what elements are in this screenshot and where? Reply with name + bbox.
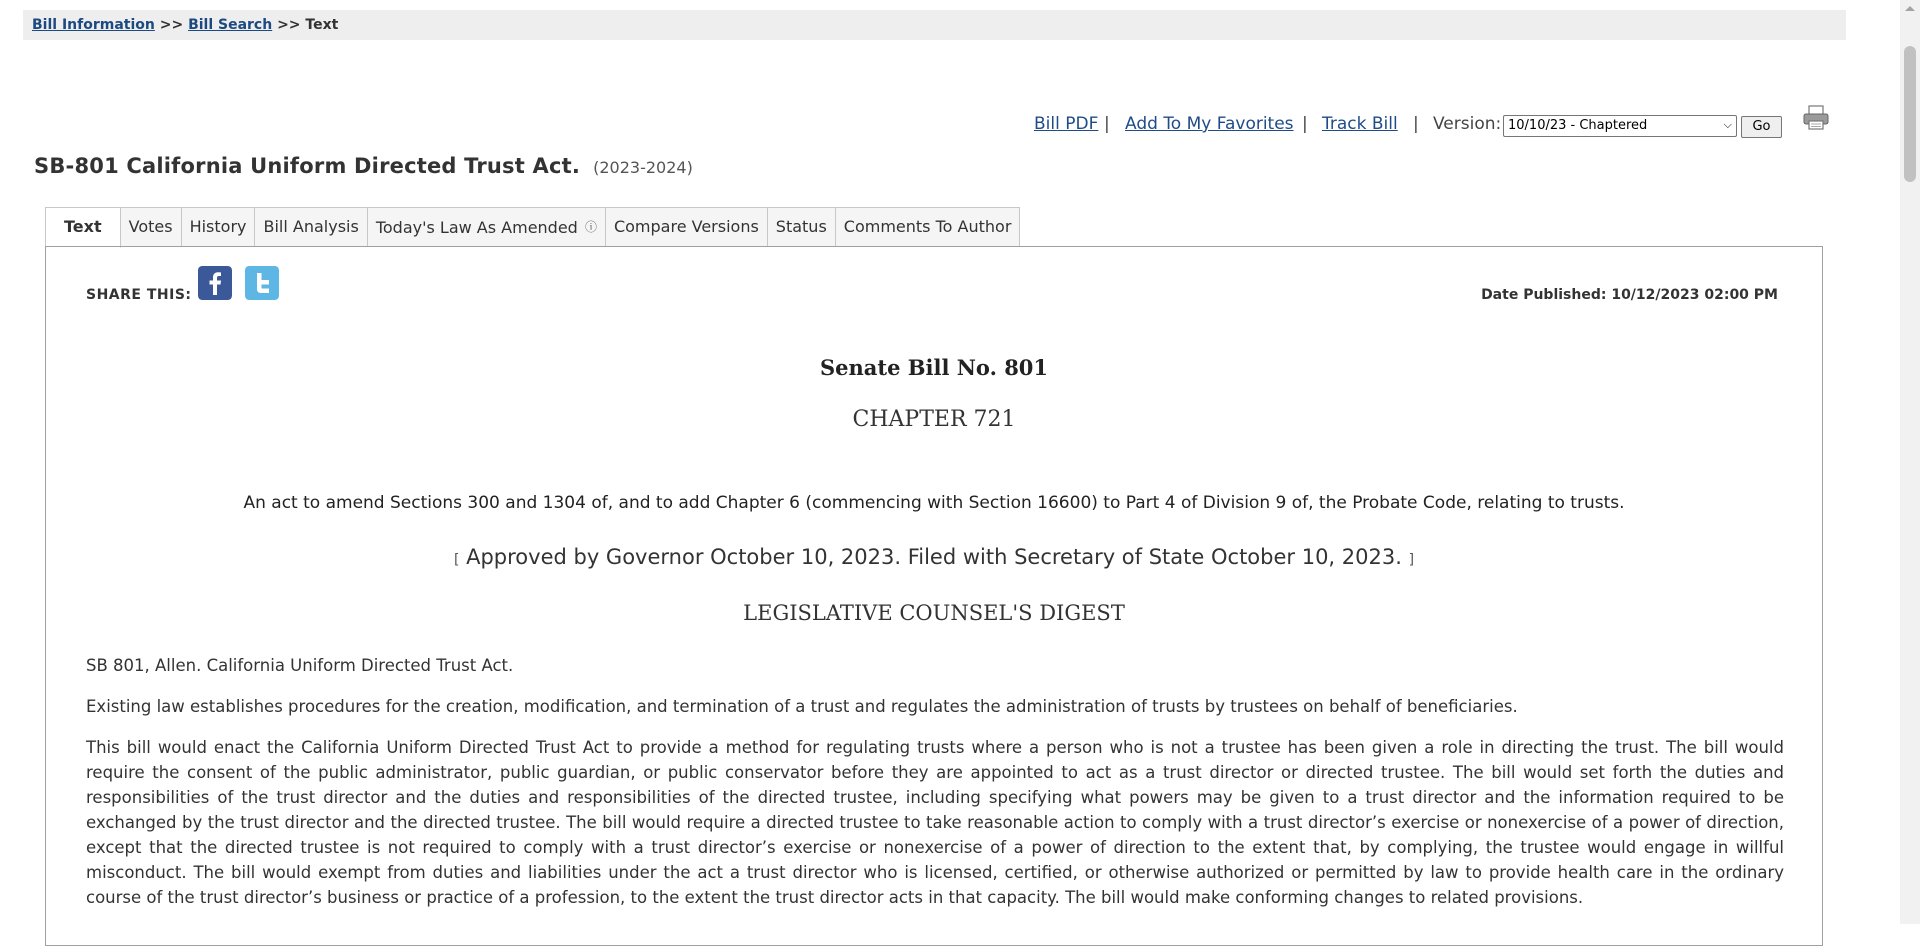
scrollbar-thumb[interactable] [1904, 46, 1916, 182]
bracket-close: ] [1408, 552, 1415, 568]
bill-pdf-link[interactable]: Bill PDF [1034, 114, 1099, 134]
twitter-icon[interactable] [245, 266, 279, 300]
separator: | [1413, 114, 1419, 134]
info-icon: ⓘ [584, 220, 597, 234]
breadcrumb-separator: >> [277, 17, 301, 33]
share-label: SHARE THIS: [86, 287, 192, 303]
separator: | [1104, 114, 1110, 134]
separator: | [1302, 114, 1308, 134]
breadcrumb-bill-search[interactable]: Bill Search [188, 17, 273, 33]
breadcrumb [23, 10, 1846, 40]
version-select[interactable] [1503, 115, 1737, 137]
bill-title: SB-801 California Uniform Directed Trust Act. [34, 154, 581, 178]
bill-text-panel [45, 246, 1823, 946]
tab-todays-law-as-amended[interactable] [368, 207, 606, 247]
date-published: Date Published: 10/12/2023 02:00 PM [1481, 287, 1778, 303]
digest-paragraph: This bill would enact the California Uniform Directed Trust Act to provide a method for regulating trusts where a person who is not a trustee has been given a role in directing the trust. The bill would require the consent of the public administrator, public guardian, or public conservator before they are appointed to act as a trust director or directed trustee. The bill would set forth the duties and responsibilities of the trust director and the duties and responsibilities of the directed trustee, including specifying what powers may be given to a trust director and the information required to be exchanged by the trust director and the directed trustee. The bill would require a directed trustee to take reasonable action to comply with a trust director’s exercise or nonexercise of a power of direction, except that the directed trustee is not required to comply with a trust director’s exercise or nonexercise of a power of direction to the extent that, by complying, the trustee would engage in willful misconduct. The bill would exempt from duties and liabilities under the act a trust director who is licensed, certified, or otherwise authorized or permitted by law to provide health care in the ordinary course of the trust director’s business or practice of a profession, to the extent the trust director acts in that capacity. The bill would make conforming changes to related provisions. [86, 738, 1784, 907]
go-button[interactable]: Go [1741, 116, 1782, 138]
approval-text: Approved by Governor October 10, 2023. Filed with Secretary of State October 10, 2023. [466, 545, 1402, 569]
digest-heading: LEGISLATIVE COUNSEL'S DIGEST [743, 601, 1125, 625]
approval-line [46, 545, 1822, 569]
session-years: (2023-2024) [593, 158, 693, 177]
bill-number-heading: Senate Bill No. 801 [819, 355, 1049, 380]
tab-bill-analysis[interactable]: Bill Analysis [255, 207, 367, 247]
digest-paragraph: SB 801, Allen. California Uniform Directed Trust Act. [86, 656, 514, 675]
breadcrumb-current: Text [305, 17, 339, 33]
bill-title-row [34, 154, 693, 178]
tab-history[interactable]: History [182, 207, 256, 247]
version-select-value: 10/10/23 - Chaptered [1508, 118, 1648, 133]
breadcrumb-bill-information[interactable]: Bill Information [32, 17, 155, 33]
tab-status[interactable]: Status [768, 207, 836, 247]
tab-label: Today's Law As Amended [375, 218, 578, 237]
vertical-scrollbar[interactable] [1900, 0, 1920, 924]
scroll-up-arrow-icon[interactable] [1905, 6, 1915, 11]
facebook-icon[interactable] [198, 266, 232, 300]
bill-actions-bar [0, 114, 1920, 138]
act-description: An act to amend Sections 300 and 1304 of, and to add Chapter 6 (commencing with Section 16600) to Part 4 of Division 9 of, the Probate Code, relating to trusts. [243, 493, 1625, 513]
tab-bar [45, 207, 1020, 247]
tab-compare-versions[interactable]: Compare Versions [606, 207, 768, 247]
chapter-heading: CHAPTER 721 [852, 407, 1016, 432]
version-label: Version: [1433, 114, 1502, 134]
add-to-favorites-link[interactable]: Add To My Favorites [1125, 114, 1294, 134]
track-bill-link[interactable]: Track Bill [1322, 114, 1398, 134]
print-icon[interactable] [1802, 104, 1830, 132]
tab-text[interactable]: Text [45, 207, 121, 248]
digest-paragraph: Existing law establishes procedures for the creation, modification, and termination of a trust and regulates the administration of trusts by trustees on behalf of beneficiaries. [86, 697, 1518, 716]
breadcrumb-separator: >> [159, 17, 184, 33]
tab-votes[interactable]: Votes [121, 207, 182, 247]
chevron-down-icon: ⌵ [1723, 118, 1732, 131]
bracket-open: [ [453, 552, 460, 568]
tab-comments-to-author[interactable]: Comments To Author [836, 207, 1021, 247]
